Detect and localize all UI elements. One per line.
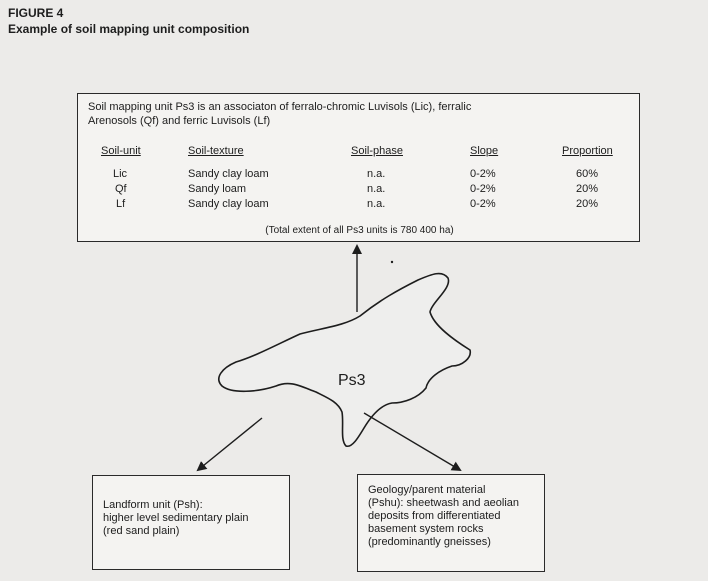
figure-subtitle: Example of soil mapping unit composition [8, 22, 250, 36]
intro-line-1: Soil mapping unit Ps3 is an associaton of ferralo-chromic Luvisols (Lic), ferralic [88, 101, 472, 113]
header-soil-texture: Soil-texture [188, 145, 244, 157]
row-3-proportion: 20% [576, 198, 599, 210]
landform-line-3: (red sand plain) [103, 525, 180, 537]
row-2-texture: Sandy loam [188, 183, 247, 195]
geology-box [357, 474, 545, 572]
geology-line-5: (predominantly gneisses) [368, 536, 491, 548]
geology-line-2: (Pshu): sheetwash and aeolian [368, 497, 520, 509]
row-3-unit: Lf [116, 198, 126, 210]
row-2-unit: Qf [115, 183, 127, 195]
row-1-slope: 0-2% [470, 168, 496, 180]
landform-text [103, 499, 249, 538]
landform-line-1: Landform unit (Psh): [103, 499, 203, 511]
header-slope: Slope [470, 145, 499, 157]
row-1-unit: Lic [113, 168, 128, 180]
arrow-to-landform [198, 418, 262, 470]
row-2-proportion: 20% [576, 183, 599, 195]
ps3-label: Ps3 [338, 372, 366, 389]
row-2-slope: 0-2% [470, 183, 496, 195]
landform-line-2: higher level sedimentary plain [103, 512, 249, 524]
composition-intro [88, 100, 628, 128]
row-1-proportion: 60% [576, 168, 599, 180]
total-extent-note: (Total extent of all Ps3 units is 780 400 ha) [265, 225, 454, 236]
geology-line-1: Geology/parent material [368, 484, 486, 496]
row-3-phase: n.a. [367, 198, 386, 210]
row-2-phase: n.a. [367, 183, 386, 195]
row-1-phase: n.a. [367, 168, 386, 180]
header-proportion: Proportion [562, 145, 613, 157]
composition-box [77, 93, 640, 242]
ps3-map-unit-shape [219, 274, 470, 447]
geology-line-3: deposits from differentiated [368, 510, 501, 522]
geology-text [368, 484, 519, 549]
arrow-to-geology [364, 413, 460, 470]
row-3-slope: 0-2% [470, 198, 496, 210]
landform-box [92, 475, 290, 570]
header-soil-unit: Soil-unit [101, 145, 141, 157]
header-soil-phase: Soil-phase [351, 145, 403, 157]
geology-line-4: basement system rocks [368, 523, 484, 535]
intro-line-2: Arenosols (Qf) and ferric Luvisols (Lf) [88, 115, 271, 127]
figure-title: FIGURE 4 [8, 6, 64, 20]
stray-dot [391, 261, 393, 263]
row-1-texture: Sandy clay loam [188, 168, 269, 180]
row-3-texture: Sandy clay loam [188, 198, 269, 210]
